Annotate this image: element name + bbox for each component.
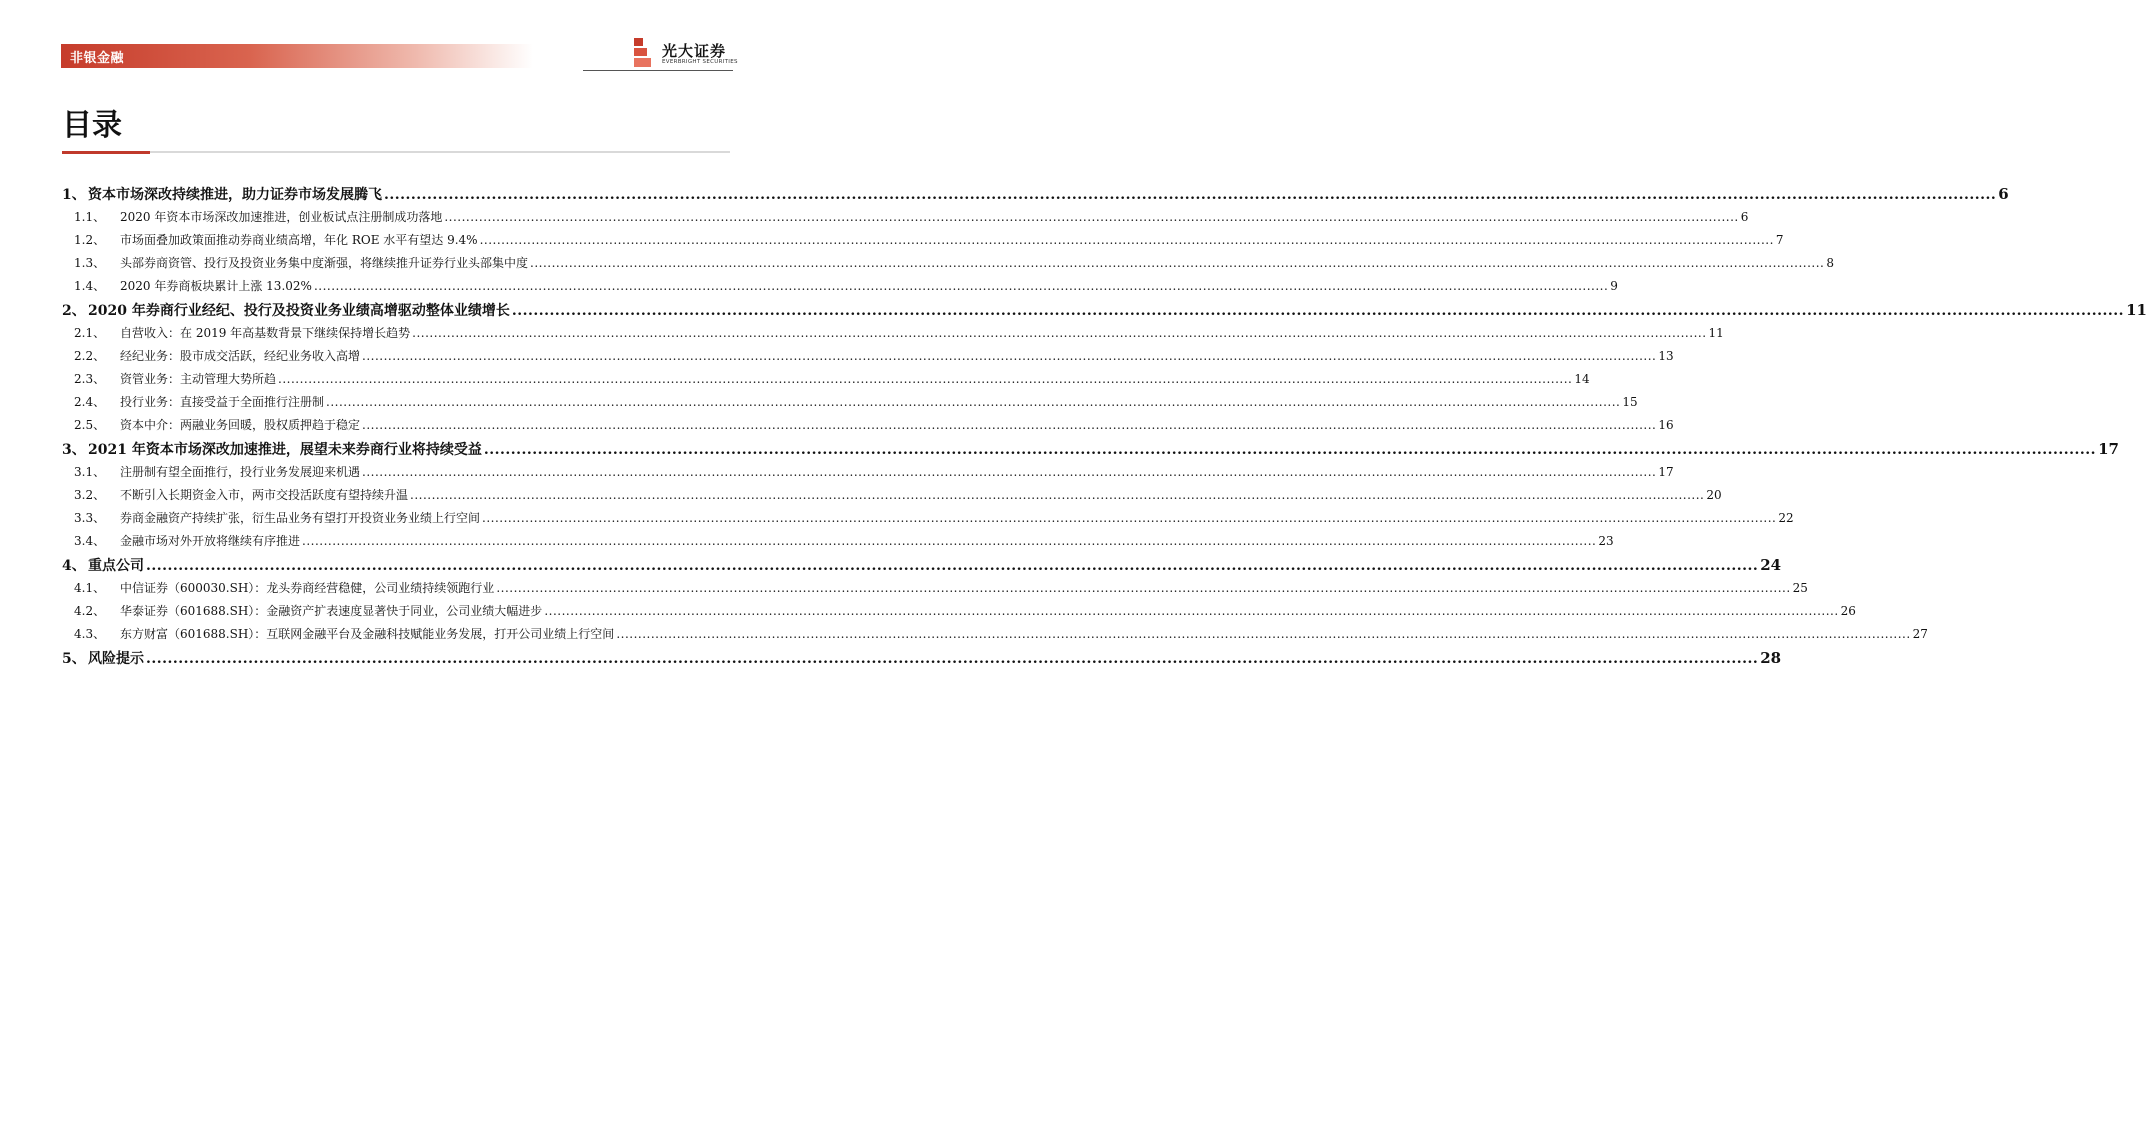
toc-leader-dots: ............................................................................................................................................................................................................................................................................................................ <box>479 233 1774 247</box>
toc-entry-number: 4.3、 <box>74 627 106 641</box>
toc-entry-title: 头部券商资管、投行及投资业务集中度渐强，将继续推升证券行业头部集中度 <box>120 256 529 270</box>
toc-entry-page: 11 <box>2126 301 2147 319</box>
toc-entry-chapter[interactable] <box>62 439 2119 463</box>
toc-entry-number: 2.5、 <box>74 418 106 432</box>
toc-entry-title: 华泰证券（601688.SH）：金融资产扩表速度显著快于同业，公司业绩大幅进步 <box>120 604 543 618</box>
toc-entry-page: 6 <box>1998 185 2009 203</box>
toc-leader-dots: ............................................................................................................................................................................................................................................................................................................ <box>530 256 1825 270</box>
toc-entry-number: 1.3、 <box>74 256 106 270</box>
toc-entry-number: 1.1、 <box>74 210 106 224</box>
toc-leader-dots: ............................................................................................................................................................................................................................................................................................................ <box>146 651 1759 667</box>
toc-entry-page: 6 <box>1740 210 1749 224</box>
section-label: 非银金融 <box>70 51 125 66</box>
toc-leader-dots: ............................................................................................................................................................................................................................................................................................................ <box>362 349 1657 363</box>
toc-entry-section[interactable] <box>62 254 1834 277</box>
toc-entry-page: 27 <box>1912 627 1928 641</box>
toc-entry-title: 资本中介：两融业务回暖，股权质押趋于稳定 <box>120 418 361 432</box>
toc-entry-page: 11 <box>1708 326 1724 340</box>
toc-entry-chapter[interactable] <box>62 555 1782 579</box>
toc-entry-number: 3.2、 <box>74 488 106 502</box>
toc-entry-page: 13 <box>1658 349 1674 363</box>
toc-leader-dots: ............................................................................................................................................................................................................................................................................................................ <box>483 442 2097 458</box>
toc-leader-dots: ............................................................................................................................................................................................................................................................................................................ <box>362 418 1657 432</box>
title-divider-accent <box>62 151 150 154</box>
toc-leader-dots: ............................................................................................................................................................................................................................................................................................................ <box>384 187 1997 203</box>
toc-entry-title: 市场面叠加政策面推动券商业绩高增，年化 ROE 水平有望达 9.4% <box>120 233 478 247</box>
toc-leader-dots: ............................................................................................................................................................................................................................................................................................................ <box>511 303 2125 319</box>
toc-entry-page: 15 <box>1622 395 1638 409</box>
toc-entry-title: 2021 年资本市场深改加速推进，展望未来券商行业将持续受益 <box>88 442 482 458</box>
toc-entry-section[interactable] <box>62 486 1722 509</box>
toc-entry-chapter[interactable] <box>62 648 1782 672</box>
toc-leader-dots: ............................................................................................................................................................................................................................................................................................................ <box>313 279 1609 293</box>
toc-entry-page: 17 <box>2098 440 2119 458</box>
toc-entry-section[interactable] <box>62 463 1674 486</box>
toc-entry-section[interactable] <box>62 324 1724 347</box>
toc-entry-section[interactable] <box>62 509 1794 532</box>
toc-entry-title: 注册制有望全面推行，投行业务发展迎来机遇 <box>120 465 361 479</box>
toc-leader-dots: ............................................................................................................................................................................................................................................................................................................ <box>146 558 1759 574</box>
toc-entry-title: 重点公司 <box>88 558 144 574</box>
toc-entry-number: 3.3、 <box>74 511 106 525</box>
header-banner <box>61 44 533 68</box>
toc-leader-dots: ............................................................................................................................................................................................................................................................................................................ <box>410 488 1705 502</box>
toc-entry-title: 资管业务：主动管理大势所趋 <box>120 372 277 386</box>
toc-entry-number: 4.2、 <box>74 604 106 618</box>
toc-entry-page: 28 <box>1760 649 1782 667</box>
toc-entry-section[interactable] <box>62 208 1749 231</box>
toc-entry-number: 2、 <box>62 303 86 319</box>
toc-entry-section[interactable] <box>62 416 1674 439</box>
toc-entry-page: 22 <box>1778 511 1794 525</box>
toc-entry-number: 1、 <box>62 187 86 203</box>
toc-entry-title: 不断引入长期资金入市，两市交投活跃度有望持续升温 <box>120 488 409 502</box>
toc-entry-section[interactable] <box>62 370 1590 393</box>
toc-entry-title: 经纪业务：股市成交活跃，经纪业务收入高增 <box>120 349 361 363</box>
logo-text-cn: 光大证券 <box>662 42 727 60</box>
toc-entry-number: 5、 <box>62 651 86 667</box>
toc-entry-title: 2020 年券商板块累计上涨 13.02% <box>120 279 312 293</box>
toc-entry-title: 风险提示 <box>88 651 144 667</box>
toc-leader-dots: ............................................................................................................................................................................................................................................................................................................ <box>278 372 1573 386</box>
toc-entry-page: 23 <box>1598 534 1614 548</box>
toc-entry-page: 7 <box>1775 233 1784 247</box>
toc-entry-chapter[interactable] <box>62 184 2009 208</box>
toc-entry-title: 券商金融资产持续扩张，衍生品业务有望打开投资业务业绩上行空间 <box>120 511 481 525</box>
toc-entry-page: 26 <box>1840 604 1856 618</box>
toc-entry-page: 9 <box>1610 279 1618 293</box>
toc-leader-dots: ............................................................................................................................................................................................................................................................................................................ <box>362 465 1657 479</box>
toc-entry-page: 20 <box>1706 488 1722 502</box>
toc-leader-dots: ............................................................................................................................................................................................................................................................................................................ <box>302 534 1597 548</box>
toc-leader-dots: ............................................................................................................................................................................................................................................................................................................ <box>544 604 1839 618</box>
toc-entry-title: 投行业务：直接受益于全面推行注册制 <box>120 395 325 409</box>
toc-entry-section[interactable] <box>62 393 1638 416</box>
toc-entry-title: 2020 年资本市场深改加速推进，创业板试点注册制成功落地 <box>120 210 443 224</box>
toc-entry-page: 16 <box>1658 418 1674 432</box>
toc-entry-section[interactable] <box>62 625 1928 648</box>
header-divider <box>583 70 733 71</box>
title-divider <box>62 151 730 153</box>
toc-leader-dots: ............................................................................................................................................................................................................................................................................................................ <box>444 210 1739 224</box>
toc-entry-number: 1.4、 <box>74 279 106 293</box>
everbright-logo-icon <box>632 38 656 68</box>
page-title: 目录 <box>62 108 122 143</box>
toc-entry-title: 中信证券（600030.SH）：龙头券商经营稳健，公司业绩持续领跑行业 <box>120 581 495 595</box>
table-of-contents <box>62 184 2147 672</box>
toc-entry-number: 2.2、 <box>74 349 106 363</box>
toc-entry-section[interactable] <box>62 231 1784 254</box>
toc-entry-number: 4、 <box>62 558 86 574</box>
toc-entry-chapter[interactable] <box>62 300 2147 324</box>
toc-entry-number: 4.1、 <box>74 581 106 595</box>
toc-leader-dots: ............................................................................................................................................................................................................................................................................................................ <box>482 511 1777 525</box>
toc-entry-number: 3.4、 <box>74 534 106 548</box>
toc-leader-dots: ............................................................................................................................................................................................................................................................................................................ <box>326 395 1621 409</box>
toc-entry-page: 24 <box>1760 556 1782 574</box>
toc-entry-section[interactable] <box>62 347 1674 370</box>
toc-entry-number: 2.1、 <box>74 326 106 340</box>
toc-entry-page: 17 <box>1658 465 1674 479</box>
toc-entry-section[interactable] <box>62 579 1808 602</box>
toc-entry-title: 资本市场深改持续推进，助力证券市场发展腾飞 <box>88 187 382 203</box>
toc-entry-number: 2.3、 <box>74 372 106 386</box>
toc-entry-number: 1.2、 <box>74 233 106 247</box>
toc-leader-dots: ............................................................................................................................................................................................................................................................................................................ <box>496 581 1791 595</box>
toc-entry-title: 自营收入：在 2019 年高基数背景下继续保持增长趋势 <box>120 326 411 340</box>
toc-entry-section[interactable] <box>62 602 1856 625</box>
toc-entry-number: 2.4、 <box>74 395 106 409</box>
toc-leader-dots: ............................................................................................................................................................................................................................................................................................................ <box>412 326 1707 340</box>
toc-entry-page: 25 <box>1792 581 1808 595</box>
company-logo <box>632 38 742 68</box>
toc-entry-number: 3.1、 <box>74 465 106 479</box>
toc-entry-page: 8 <box>1826 256 1834 270</box>
toc-entry-section[interactable] <box>62 532 1614 555</box>
toc-entry-title: 2020 年券商行业经纪、投行及投资业务业绩高增驱动整体业绩增长 <box>88 303 510 319</box>
logo-text-en: EVERBRIGHT SECURITIES <box>662 59 738 65</box>
toc-leader-dots: ............................................................................................................................................................................................................................................................................................................ <box>616 627 1911 641</box>
toc-entry-title: 东方财富（601688.SH）：互联网金融平台及金融科技赋能业务发展，打开公司业绩上行空间 <box>120 627 615 641</box>
toc-entry-number: 3、 <box>62 442 86 458</box>
toc-entry-page: 14 <box>1574 372 1590 386</box>
toc-entry-section[interactable] <box>62 277 1618 300</box>
toc-entry-title: 金融市场对外开放将继续有序推进 <box>120 534 301 548</box>
